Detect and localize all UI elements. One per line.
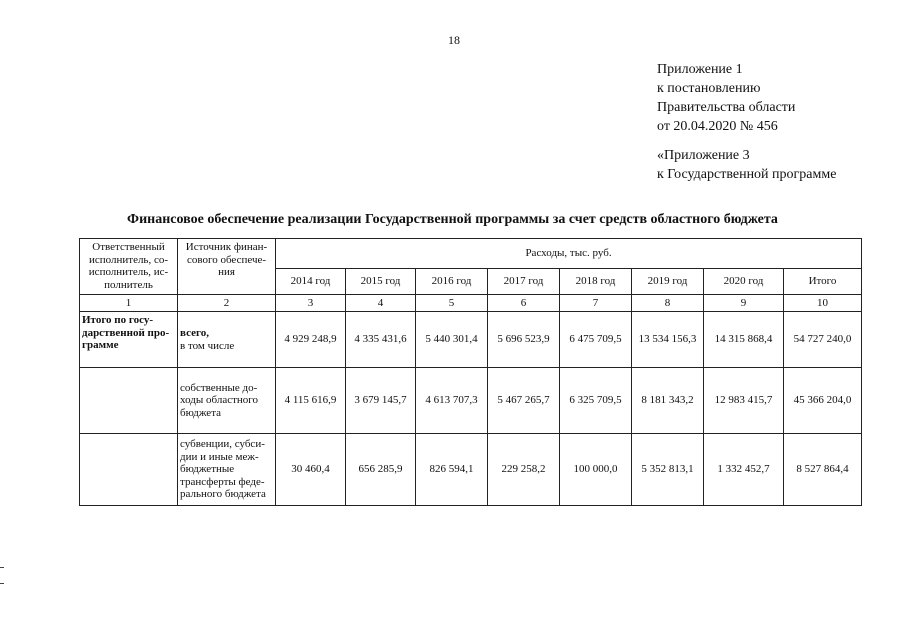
column-number: 4 <box>346 295 416 312</box>
column-number: 10 <box>784 295 862 312</box>
column-number: 8 <box>632 295 704 312</box>
value-cell: 6 325 709,5 <box>560 368 632 434</box>
value-cell: 1 332 452,7 <box>704 434 784 506</box>
header-year: 2020 год <box>704 269 784 295</box>
appendix-block <box>657 60 795 136</box>
appendix-prev-line: к Государственной программе <box>657 167 837 182</box>
appendix-prev-line: «Приложение 3 <box>657 148 750 163</box>
column-number: 9 <box>704 295 784 312</box>
value-cell: 4 613 707,3 <box>416 368 488 434</box>
total-cell: 45 366 204,0 <box>784 368 862 434</box>
header-source: Источник финан-сового обеспече-ния <box>178 239 276 295</box>
value-cell: 14 315 868,4 <box>704 312 784 368</box>
value-cell: 12 983 415,7 <box>704 368 784 434</box>
column-number: 2 <box>178 295 276 312</box>
financing-table <box>79 238 862 506</box>
value-cell: 4 929 248,9 <box>276 312 346 368</box>
value-cell: 5 440 301,4 <box>416 312 488 368</box>
total-cell: 54 727 240,0 <box>784 312 862 368</box>
header-year: 2015 год <box>346 269 416 295</box>
value-cell: 5 467 265,7 <box>488 368 560 434</box>
column-number-row <box>80 295 862 312</box>
document-title: Финансовое обеспечение реализации Государственной программы за счет средств областного бюджета <box>127 212 778 227</box>
column-number: 1 <box>80 295 178 312</box>
value-cell: 5 696 523,9 <box>488 312 560 368</box>
header-total: Итого <box>784 269 862 295</box>
value-cell: 13 534 156,3 <box>632 312 704 368</box>
scan-mark <box>0 583 4 584</box>
column-number: 6 <box>488 295 560 312</box>
value-cell: 4 115 616,9 <box>276 368 346 434</box>
column-number: 5 <box>416 295 488 312</box>
value-cell: 6 475 709,5 <box>560 312 632 368</box>
executor-cell: Итого по госу-дарственной про-грамме <box>80 312 178 368</box>
header-year: 2018 год <box>560 269 632 295</box>
value-cell: 4 335 431,6 <box>346 312 416 368</box>
page-number: 18 <box>448 33 460 47</box>
source-cell <box>178 312 276 368</box>
source-cell: собственные до-ходы областного бюджета <box>178 368 276 434</box>
value-cell: 30 460,4 <box>276 434 346 506</box>
appendix-line: к постановлению <box>657 81 761 96</box>
executor-cell <box>80 434 178 506</box>
value-cell: 100 000,0 <box>560 434 632 506</box>
table-row <box>80 312 862 368</box>
column-number: 7 <box>560 295 632 312</box>
total-cell: 8 527 864,4 <box>784 434 862 506</box>
appendix-line: Приложение 1 <box>657 62 743 77</box>
value-cell: 8 181 343,2 <box>632 368 704 434</box>
header-year: 2017 год <box>488 269 560 295</box>
header-year: 2016 год <box>416 269 488 295</box>
appendix-prev-block <box>657 146 836 184</box>
executor-cell <box>80 368 178 434</box>
header-expenses: Расходы, тыс. руб. <box>276 239 862 269</box>
value-cell: 826 594,1 <box>416 434 488 506</box>
header-row <box>80 239 862 269</box>
value-cell: 229 258,2 <box>488 434 560 506</box>
value-cell: 5 352 813,1 <box>632 434 704 506</box>
header-year: 2019 год <box>632 269 704 295</box>
header-year: 2014 год <box>276 269 346 295</box>
table-row <box>80 434 862 506</box>
source-cell: субвенции, субси-дии и иные меж-бюджетные трансферты феде-рального бюджета <box>178 434 276 506</box>
table-row <box>80 368 862 434</box>
value-cell: 3 679 145,7 <box>346 368 416 434</box>
appendix-line: от 20.04.2020 № 456 <box>657 119 778 134</box>
column-number: 3 <box>276 295 346 312</box>
value-cell: 656 285,9 <box>346 434 416 506</box>
source-label: всего, <box>180 327 209 339</box>
header-executor: Ответственный исполнитель, со-исполнитель, ис-полнитель <box>80 239 178 295</box>
source-note: в том числе <box>180 339 235 352</box>
appendix-line: Правительства области <box>657 100 796 115</box>
scan-mark <box>0 567 4 568</box>
